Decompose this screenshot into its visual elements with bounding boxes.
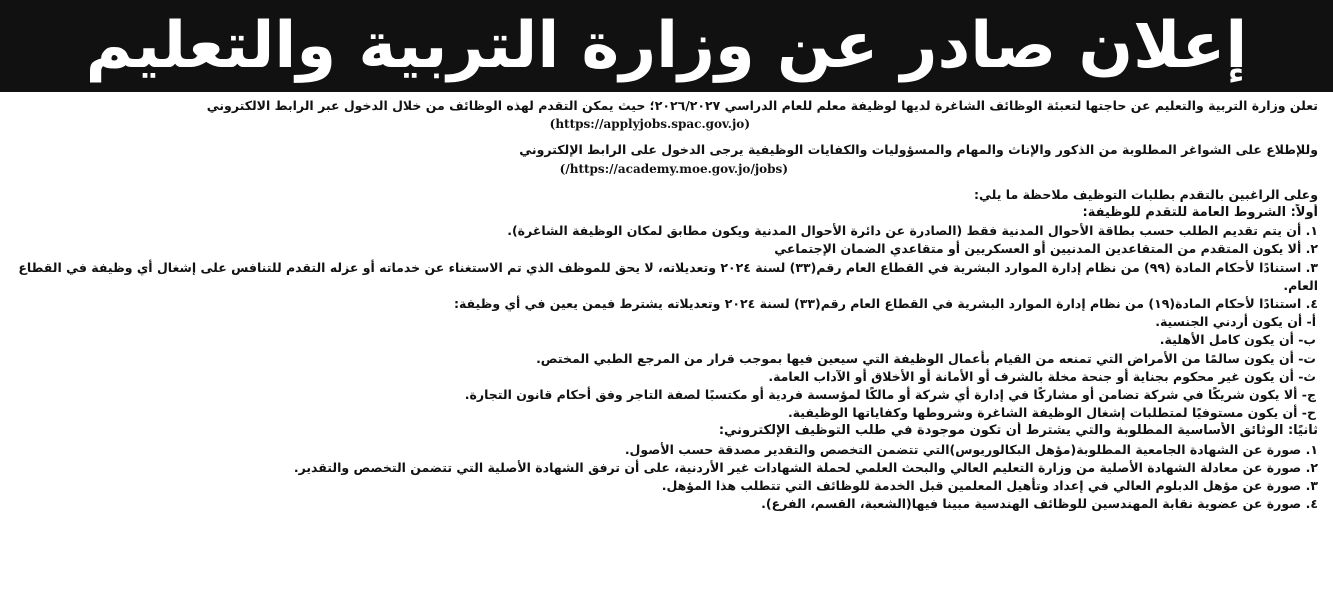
section-required-documents-heading: ثانيًا: الوثائق الأساسية المطلوبة والتي يشترط أن تكون موجودة في طلب التوظيف الإلكتروني: — [718, 423, 1318, 439]
applicants-note: وعلى الراغبين بالتقدم بطلبات التوظيف ملاحظة ما يلي: — [974, 186, 1318, 202]
document-item: ٤. صورة عن عضوية نقابة المهندسين للوظائف الهندسية مبينا فيها(الشعبة، القسم، الفرع). — [761, 496, 1318, 512]
condition-subitem: ج- ألا يكون شريكًا في شركة تضامن أو مشاركًا في إدارة أي شركة أو مالكًا لمؤسسة فردية أو مكتسبًا لصفة التاجر وفق أحكام قانون التجارة. — [464, 387, 1316, 403]
document-item: ٢. صورة عن معادلة الشهادة الأصلية من وزارة التعليم العالي والبحث العلمي لحملة الشهادات غير الأردنية، على أن ترفق الشهادة الأصلية التي تتضمن التخصص والتقدير. — [293, 459, 1318, 475]
intro-text: تعلن وزارة التربية والتعليم عن حاجتها لتعبئة الوظائف الشاغرة لديها لوظيفة معلم للعام الدراسي ٢٠٢٦/٢٠٢٧؛ حيث يمكن التقدم لهذه الوظائف من خلال الدخول عبر الرابط الالكتروني — [206, 98, 1318, 113]
section-general-conditions-heading: أولاً: الشروط العامة للتقدم للوظيفة: — [1082, 205, 1318, 221]
document-item: ١. صورة عن الشهادة الجامعية المطلوبة(مؤهل البكالوريوس)التي تتضمن التخصص والتقدير مصدقة حسب الأصول. — [624, 441, 1318, 457]
spacer — [0, 133, 1318, 141]
condition-item: ٢. ألا يكون المتقدم من المتقاعدين المدنيين أو العسكريين أو متقاعدي الضمان الإجتماعي — [774, 241, 1318, 257]
condition-item: ١. أن يتم تقديم الطلب حسب بطاقة الأحوال المدنية فقط (الصادرة عن دائرة الأحوال المدنية ويكون مطابق لمكان الوظيفة الشاغرة). — [507, 223, 1318, 239]
announcement-title: إعلان صادر عن وزارة التربية والتعليم — [85, 9, 1248, 83]
vacancies-info-text: وللإطلاع على الشواغر المطلوبة من الذكور والإناث والمهام والمسؤوليات والكفايات الوظيفية يرجى الدخول على الرابط الإلكتروني — [519, 142, 1318, 158]
condition-item: ٣. استنادًا لأحكام المادة (٩٩) من نظام إدارة الموارد البشرية في القطاع العام رقم(٣٣) لسنة ٢٠٢٤ وتعديلاته، لا يحق للموظف الذي تم الاستغناء عن خدماته أو عزله التقدم للتنافس على إشغال أي وظيفة في القطاع العام. — [18, 259, 1318, 293]
condition-subitem: ت- أن يكون سالمًا من الأمراض التي تمنعه من القيام بأعمال الوظيفة التي سيعين فيها بموجب قرار من المرجع الطبي المختص. — [536, 350, 1316, 366]
academy-jobs-link[interactable]: (https://academy.moe.gov.jo/jobs/) — [559, 161, 788, 176]
apply-jobs-link[interactable]: (https://applyjobs.spac.gov.jo) — [549, 117, 750, 132]
spacer — [0, 178, 1318, 186]
condition-subitem: أ- أن يكون أردني الجنسية. — [1155, 314, 1316, 330]
document-item: ٣. صورة عن مؤهل الدبلوم العالي في إعداد وتأهيل المعلمين قبل الخدمة للوظائف التي تتطلب هذا المؤهل. — [661, 478, 1318, 494]
condition-item: ٤. استنادًا لأحكام المادة(١٩) من نظام إدارة الموارد البشرية في القطاع العام رقم(٣٣) لسنة ٢٠٢٤ وتعديلاته يشترط فيمن يعين في أي وظيفة: — [453, 296, 1318, 312]
condition-subitem: ب- أن يكون كامل الأهلية. — [1159, 332, 1316, 348]
condition-subitem: ح- أن يكون مستوفيًا لمتطلبات إشغال الوظيفة الشاغرة وشروطها وكفاياتها الوظيفية. — [787, 405, 1316, 421]
announcement-banner — [0, 0, 1333, 92]
announcement-body — [0, 97, 1326, 612]
condition-subitem: ث- أن يكون غير محكوم بجناية أو جنحة مخلة بالشرف أو الأمانة أو الأخلاق أو الآداب العامة. — [768, 368, 1316, 384]
